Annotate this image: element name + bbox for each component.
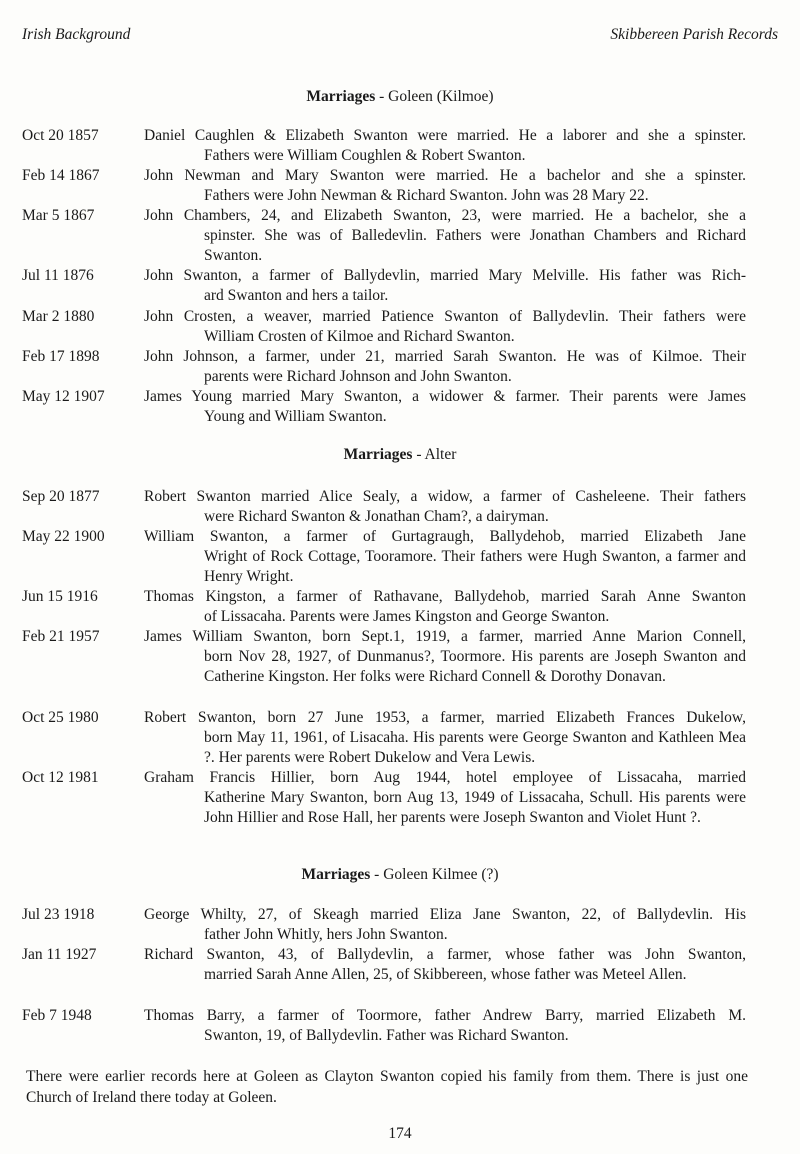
entry-line: John Crosten, a weaver, married Patience Swanton of Ballydevlin. Their fathers were bbox=[144, 308, 746, 325]
entry-date: Feb 17 1898 bbox=[22, 348, 100, 365]
entry-date: Jul 11 1876 bbox=[22, 267, 94, 284]
entry-date: Oct 20 1857 bbox=[22, 127, 99, 144]
entry-continuation: Young and William Swanton. bbox=[204, 408, 387, 425]
entry-continuation: Katherine Mary Swanton, born Aug 13, 1949 of Lissacaha, Schull. His parents were John Hillier and Rose Hall, her parents were Joseph Swanton and Violet Hunt ?. bbox=[204, 789, 746, 826]
entry-date: Sep 20 1877 bbox=[22, 488, 100, 505]
running-header-left: Irish Background bbox=[22, 26, 131, 43]
entry-date: Oct 12 1981 bbox=[22, 769, 99, 786]
page-number: 174 bbox=[388, 1125, 412, 1142]
entry-line: John Johnson, a farmer, under 21, married Sarah Swanton. He was of Kilmoe. Their bbox=[144, 348, 746, 365]
entry-line: Richard Swanton, 43, of Ballydevlin, a farmer, whose father was John Swanton, bbox=[144, 946, 746, 963]
entry-line: George Whilty, 27, of Skeagh married Eliza Jane Swanton, 22, of Ballydevlin. His bbox=[144, 906, 746, 923]
entry-date: May 12 1907 bbox=[22, 388, 105, 405]
entry-continuation: Swanton, 19, of Ballydevlin. Father was Richard Swanton. bbox=[204, 1027, 569, 1044]
entry-line: John Swanton, a farmer of Ballydevlin, married Mary Melville. His father was Rich- bbox=[144, 267, 746, 284]
entry-date: Feb 7 1948 bbox=[22, 1007, 92, 1024]
closing-note: There were earlier records here at Goleen as Clayton Swanton copied his family from them. There is just one Church of Ireland there today at Goleen. bbox=[26, 1068, 748, 1106]
section-title-alter: Marriages - Alter bbox=[343, 446, 457, 463]
entry-line: Robert Swanton married Alice Sealy, a widow, a farmer of Casheleene. Their fathers bbox=[144, 488, 746, 505]
entry-date: Mar 5 1867 bbox=[22, 207, 95, 224]
entry-date: Mar 2 1880 bbox=[22, 308, 95, 325]
entry-date: Oct 25 1980 bbox=[22, 709, 99, 726]
entry-line: Thomas Barry, a farmer of Toormore, father Andrew Barry, married Elizabeth M. bbox=[144, 1007, 746, 1024]
entry-continuation: were Richard Swanton & Jonathan Cham?, a dairyman. bbox=[204, 508, 549, 525]
entry-line: John Chambers, 24, and Elizabeth Swanton, 23, were married. He a bachelor, she a bbox=[144, 207, 746, 224]
entry-continuation: Fathers were William Coughlen & Robert Swanton. bbox=[204, 147, 526, 164]
entry-line: Graham Francis Hillier, born Aug 1944, hotel employee of Lissacaha, married bbox=[144, 769, 746, 786]
entry-continuation: Fathers were John Newman & Richard Swanton. John was 28 Mary 22. bbox=[204, 187, 649, 204]
entry-continuation: of Lissacaha. Parents were James Kingston and George Swanton. bbox=[204, 608, 610, 625]
entry-line: Daniel Caughlen & Elizabeth Swanton were married. He a laborer and she a spinster. bbox=[144, 127, 746, 144]
entry-date: Jul 23 1918 bbox=[22, 906, 95, 923]
entry-continuation: parents were Richard Johnson and John Swanton. bbox=[204, 368, 512, 385]
entry-continuation: ard Swanton and hers a tailor. bbox=[204, 287, 389, 304]
entry-date: Jun 15 1916 bbox=[22, 588, 98, 605]
entry-continuation: father John Whitly, hers John Swanton. bbox=[204, 926, 448, 943]
entry-line: John Newman and Mary Swanton were married. He a bachelor and she a spinster. bbox=[144, 167, 746, 184]
entry-line: James William Swanton, born Sept.1, 1919, a farmer, married Anne Marion Connell, bbox=[144, 628, 746, 645]
section-title-goleen-kilmee: Marriages - Goleen Kilmee (?) bbox=[301, 866, 499, 883]
entry-continuation: Wright of Rock Cottage, Tooramore. Their fathers were Hugh Swanton, a farmer and Henry Wright. bbox=[204, 548, 746, 585]
entry-line: James Young married Mary Swanton, a widower & farmer. Their parents were James bbox=[144, 388, 746, 405]
entry-continuation: William Crosten of Kilmoe and Richard Swanton. bbox=[204, 328, 515, 345]
entry-line: Robert Swanton, born 27 June 1953, a farmer, married Elizabeth Frances Dukelow, bbox=[144, 709, 746, 726]
entry-line: Thomas Kingston, a farmer of Rathavane, Ballydehob, married Sarah Anne Swanton bbox=[144, 588, 746, 605]
entry-date: Feb 21 1957 bbox=[22, 628, 100, 645]
entry-continuation: born Nov 28, 1927, of Dunmanus?, Toormore. His parents are Joseph Swanton and Catherine Kingston. Her folks were Richard Connell & Dorothy Donavan. bbox=[204, 648, 746, 685]
entry-continuation: married Sarah Anne Allen, 25, of Skibbereen, whose father was Meteel Allen. bbox=[204, 966, 687, 983]
entry-date: Jan 11 1927 bbox=[22, 946, 97, 963]
entry-line: William Swanton, a farmer of Gurtagraugh, Ballydehob, married Elizabeth Jane bbox=[144, 528, 746, 545]
entry-date: May 22 1900 bbox=[22, 528, 105, 545]
section-title-goleen-kilmoe: Marriages - Goleen (Kilmoe) bbox=[306, 88, 494, 105]
entry-date: Feb 14 1867 bbox=[22, 167, 100, 184]
entry-continuation: born May 11, 1961, of Lisacaha. His parents were George Swanton and Kathleen Mea ?. Her parents were Robert Dukelow and Vera Lewis. bbox=[204, 729, 746, 766]
entry-continuation: spinster. She was of Balledevlin. Fathers were Jonathan Chambers and Richard Swanton. bbox=[204, 227, 746, 264]
running-header-right: Skibbereen Parish Records bbox=[610, 26, 778, 43]
